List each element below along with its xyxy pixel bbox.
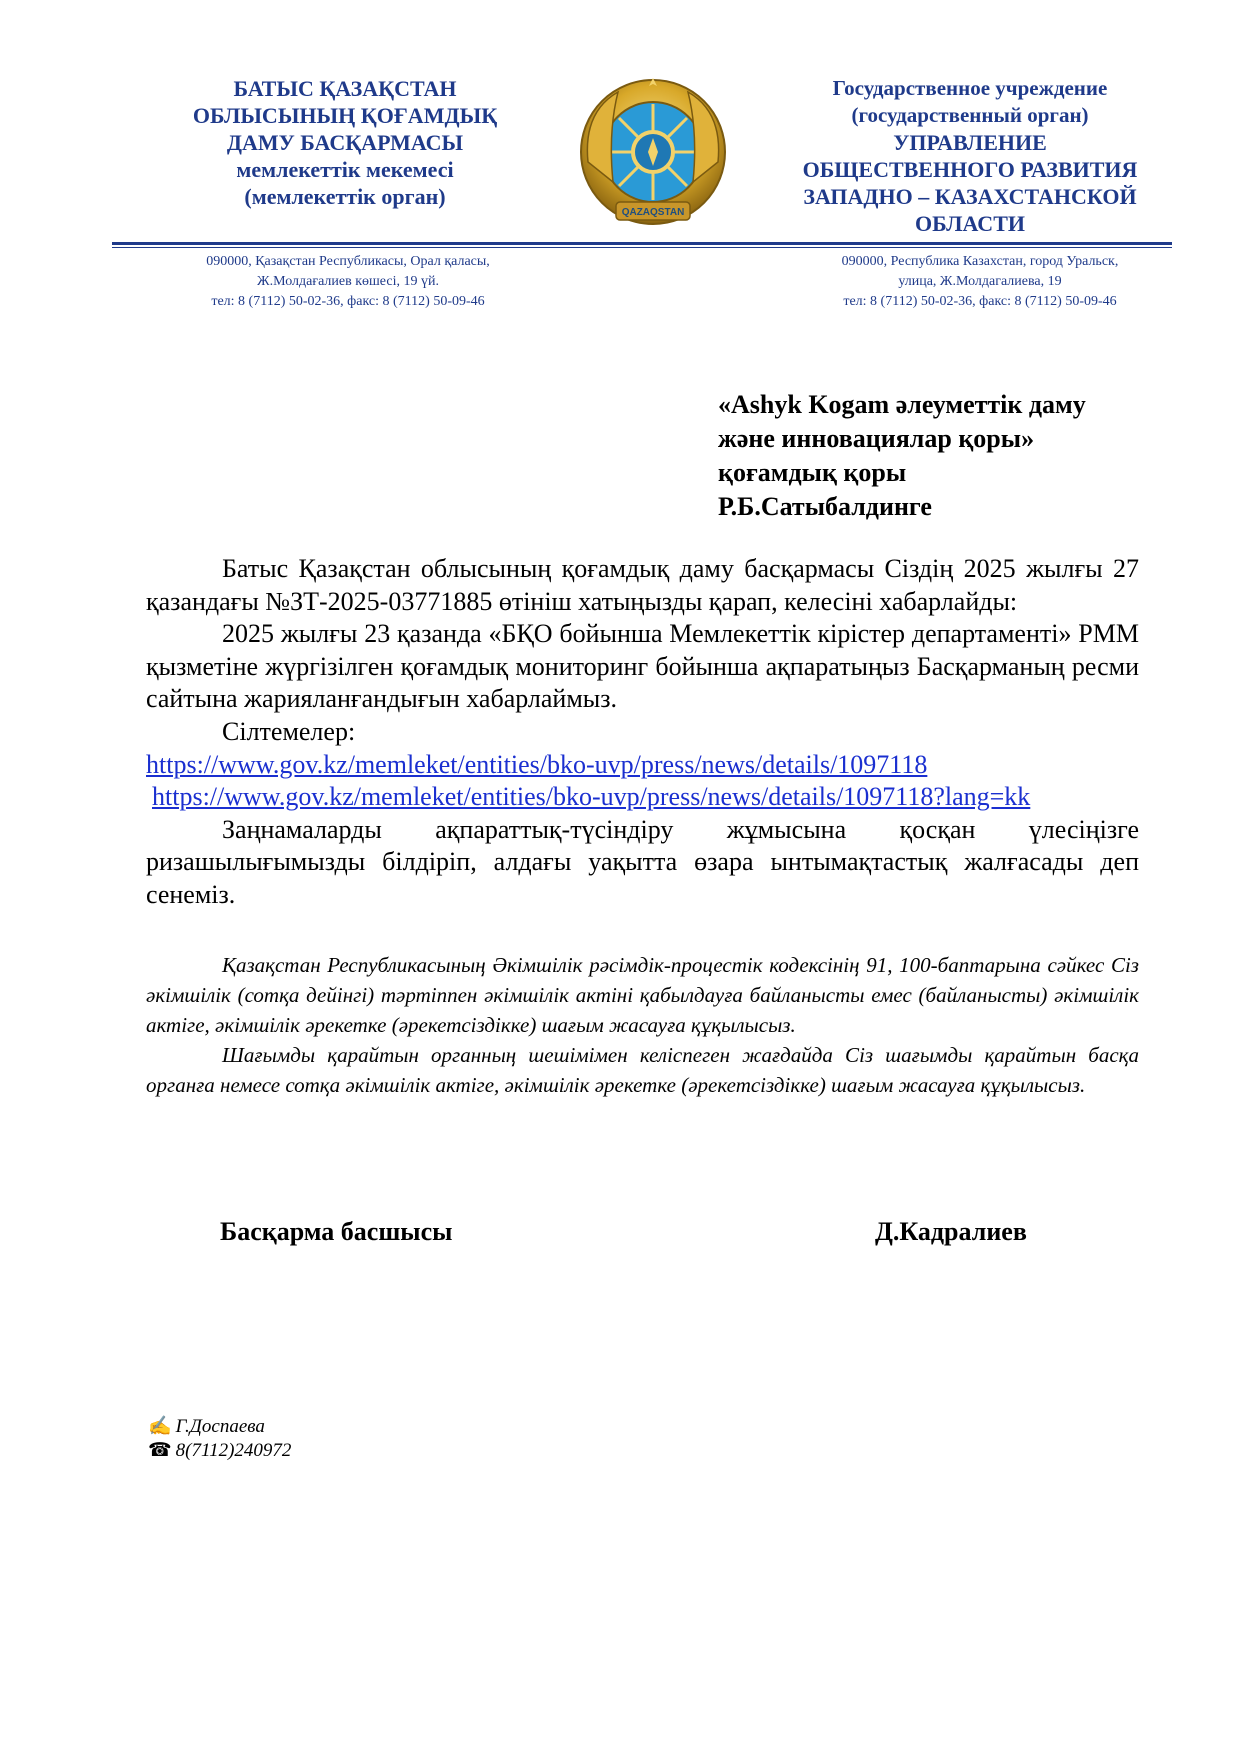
header-right-line: УПРАВЛЕНИЕ: [893, 130, 1047, 155]
address-line: 090000, Қазақстан Республикасы, Орал қаласы,: [206, 254, 490, 269]
address-right: [760, 252, 1200, 312]
news-link-1[interactable]: https://www.gov.kz/memleket/entities/bko-uvp/press/news/details/1097118: [146, 749, 928, 779]
emblem-text: QAZAQSTAN: [621, 207, 685, 218]
legal-notes: [146, 950, 1139, 1100]
header-right-line: ОБЩЕСТВЕННОГО РАЗВИТИЯ: [802, 157, 1138, 182]
body-paragraph: 2025 жылғы 23 қазанда «БҚО бойынша Мемлекеттік кірістер департаменті» РММ қызметіне жүргізілген қоғамдық мониторинг бойынша ақпаратыңыз Басқарманың ресми сайтына жарияланғандығын хабарлаймыз.: [146, 619, 1139, 714]
header-right-block: [760, 75, 1180, 237]
addressee-line: Р.Б.Сатыбалдинге: [718, 492, 932, 521]
address-line: тел: 8 (7112) 50-02-36, факс: 8 (7112) 50-09-46: [843, 294, 1117, 309]
addressee-block: [718, 388, 1158, 524]
emblem-icon: [578, 72, 728, 238]
addressee-line: «Ashyk Kogam әлеуметтік даму: [718, 390, 1086, 419]
telephone-icon: ☎: [148, 1440, 172, 1461]
address-line: улица, Ж.Молдагалиева, 19: [898, 274, 1062, 289]
address-line: Ж.Молдағалиев көшесі, 19 үй.: [257, 274, 439, 289]
letter-body: [146, 553, 1139, 912]
pen-icon: ✍: [148, 1416, 172, 1437]
executor-block: [148, 1415, 291, 1463]
address-line: 090000, Республика Казахстан, город Уральск,: [841, 254, 1119, 269]
signature-name: Д.Кадралиев: [875, 1217, 1027, 1246]
state-emblem: [578, 72, 728, 238]
header-right-line: ЗАПАДНО – КАЗАХСТАНСКОЙ: [803, 184, 1137, 209]
header-right-line: ОБЛАСТИ: [915, 211, 1025, 236]
header-divider-thin: [112, 247, 1172, 248]
addressee-line: және инновациялар қоры»: [718, 424, 1035, 453]
header-left-line: ОБЛЫСЫНЫҢ ҚОҒАМДЫҚ: [192, 103, 498, 128]
legal-note: Қазақстан Республикасының Әкімшілік рәсімдік-процестік кодексінің 91, 100-баптарына сәйкес Сіз әкімшілік (сотқа дейінгі) тәртіппен әкімшілік актіні қабылдауға байланысты емес (байланысты) әкімшілік актіге, әкімшілік әрекетке (әрекетсіздікке) шағым жасауға құқылысыз.: [146, 953, 1139, 1037]
executor-name: Г.Доспаева: [175, 1416, 265, 1437]
header-right-line: (государственный орган): [851, 103, 1089, 127]
signature-title: Басқарма басшысы: [220, 1217, 453, 1246]
header-left-line: БАТЫС ҚАЗАҚСТАН: [233, 76, 457, 101]
body-paragraph: Батыс Қазақстан облысының қоғамдық даму басқармасы Сіздің 2025 жылғы 27 қазандағы №ЗТ-2025-03771885 өтініш хатыңызды қарап, келесіні хабарлайды:: [146, 554, 1139, 616]
links-label: Сілтемелер:: [222, 716, 356, 746]
header-divider: [112, 242, 1172, 245]
body-paragraph: Заңнамаларды ақпараттық-түсіндіру жұмысына қосқан үлесіңізге ризашылығымызды білдіріп, алдағы уақытта өзара ынтымақтастық жалғасады деп сенеміз.: [146, 814, 1139, 909]
address-left: [128, 252, 568, 312]
address-line: тел: 8 (7112) 50-02-36, факс: 8 (7112) 50-09-46: [211, 294, 485, 309]
news-link-2[interactable]: https://www.gov.kz/memleket/entities/bko-uvp/press/news/details/1097118?lang=kk: [152, 782, 1031, 812]
addressee-line: қоғамдық қоры: [718, 458, 907, 487]
executor-phone: 8(7112)240972: [175, 1440, 292, 1461]
executor-line: [148, 1415, 291, 1439]
header-left-line: (мемлекеттік орган): [244, 184, 446, 209]
legal-note: Шағымды қарайтын органның шешімімен келіспеген жағдайда Сіз шағымды қарайтын басқа органға немесе сотқа әкімшілік актіге, әкімшілік әрекетке (әрекетсіздікке) шағым жасауға құқылысыз.: [146, 1043, 1139, 1097]
header-left-block: [150, 75, 540, 210]
executor-line: [148, 1439, 291, 1463]
header-left-line: мемлекеттік мекемесі: [236, 157, 454, 182]
header-right-line: Государственное учреждение: [832, 76, 1108, 100]
header-left-line: ДАМУ БАСҚАРМАСЫ: [226, 130, 464, 155]
